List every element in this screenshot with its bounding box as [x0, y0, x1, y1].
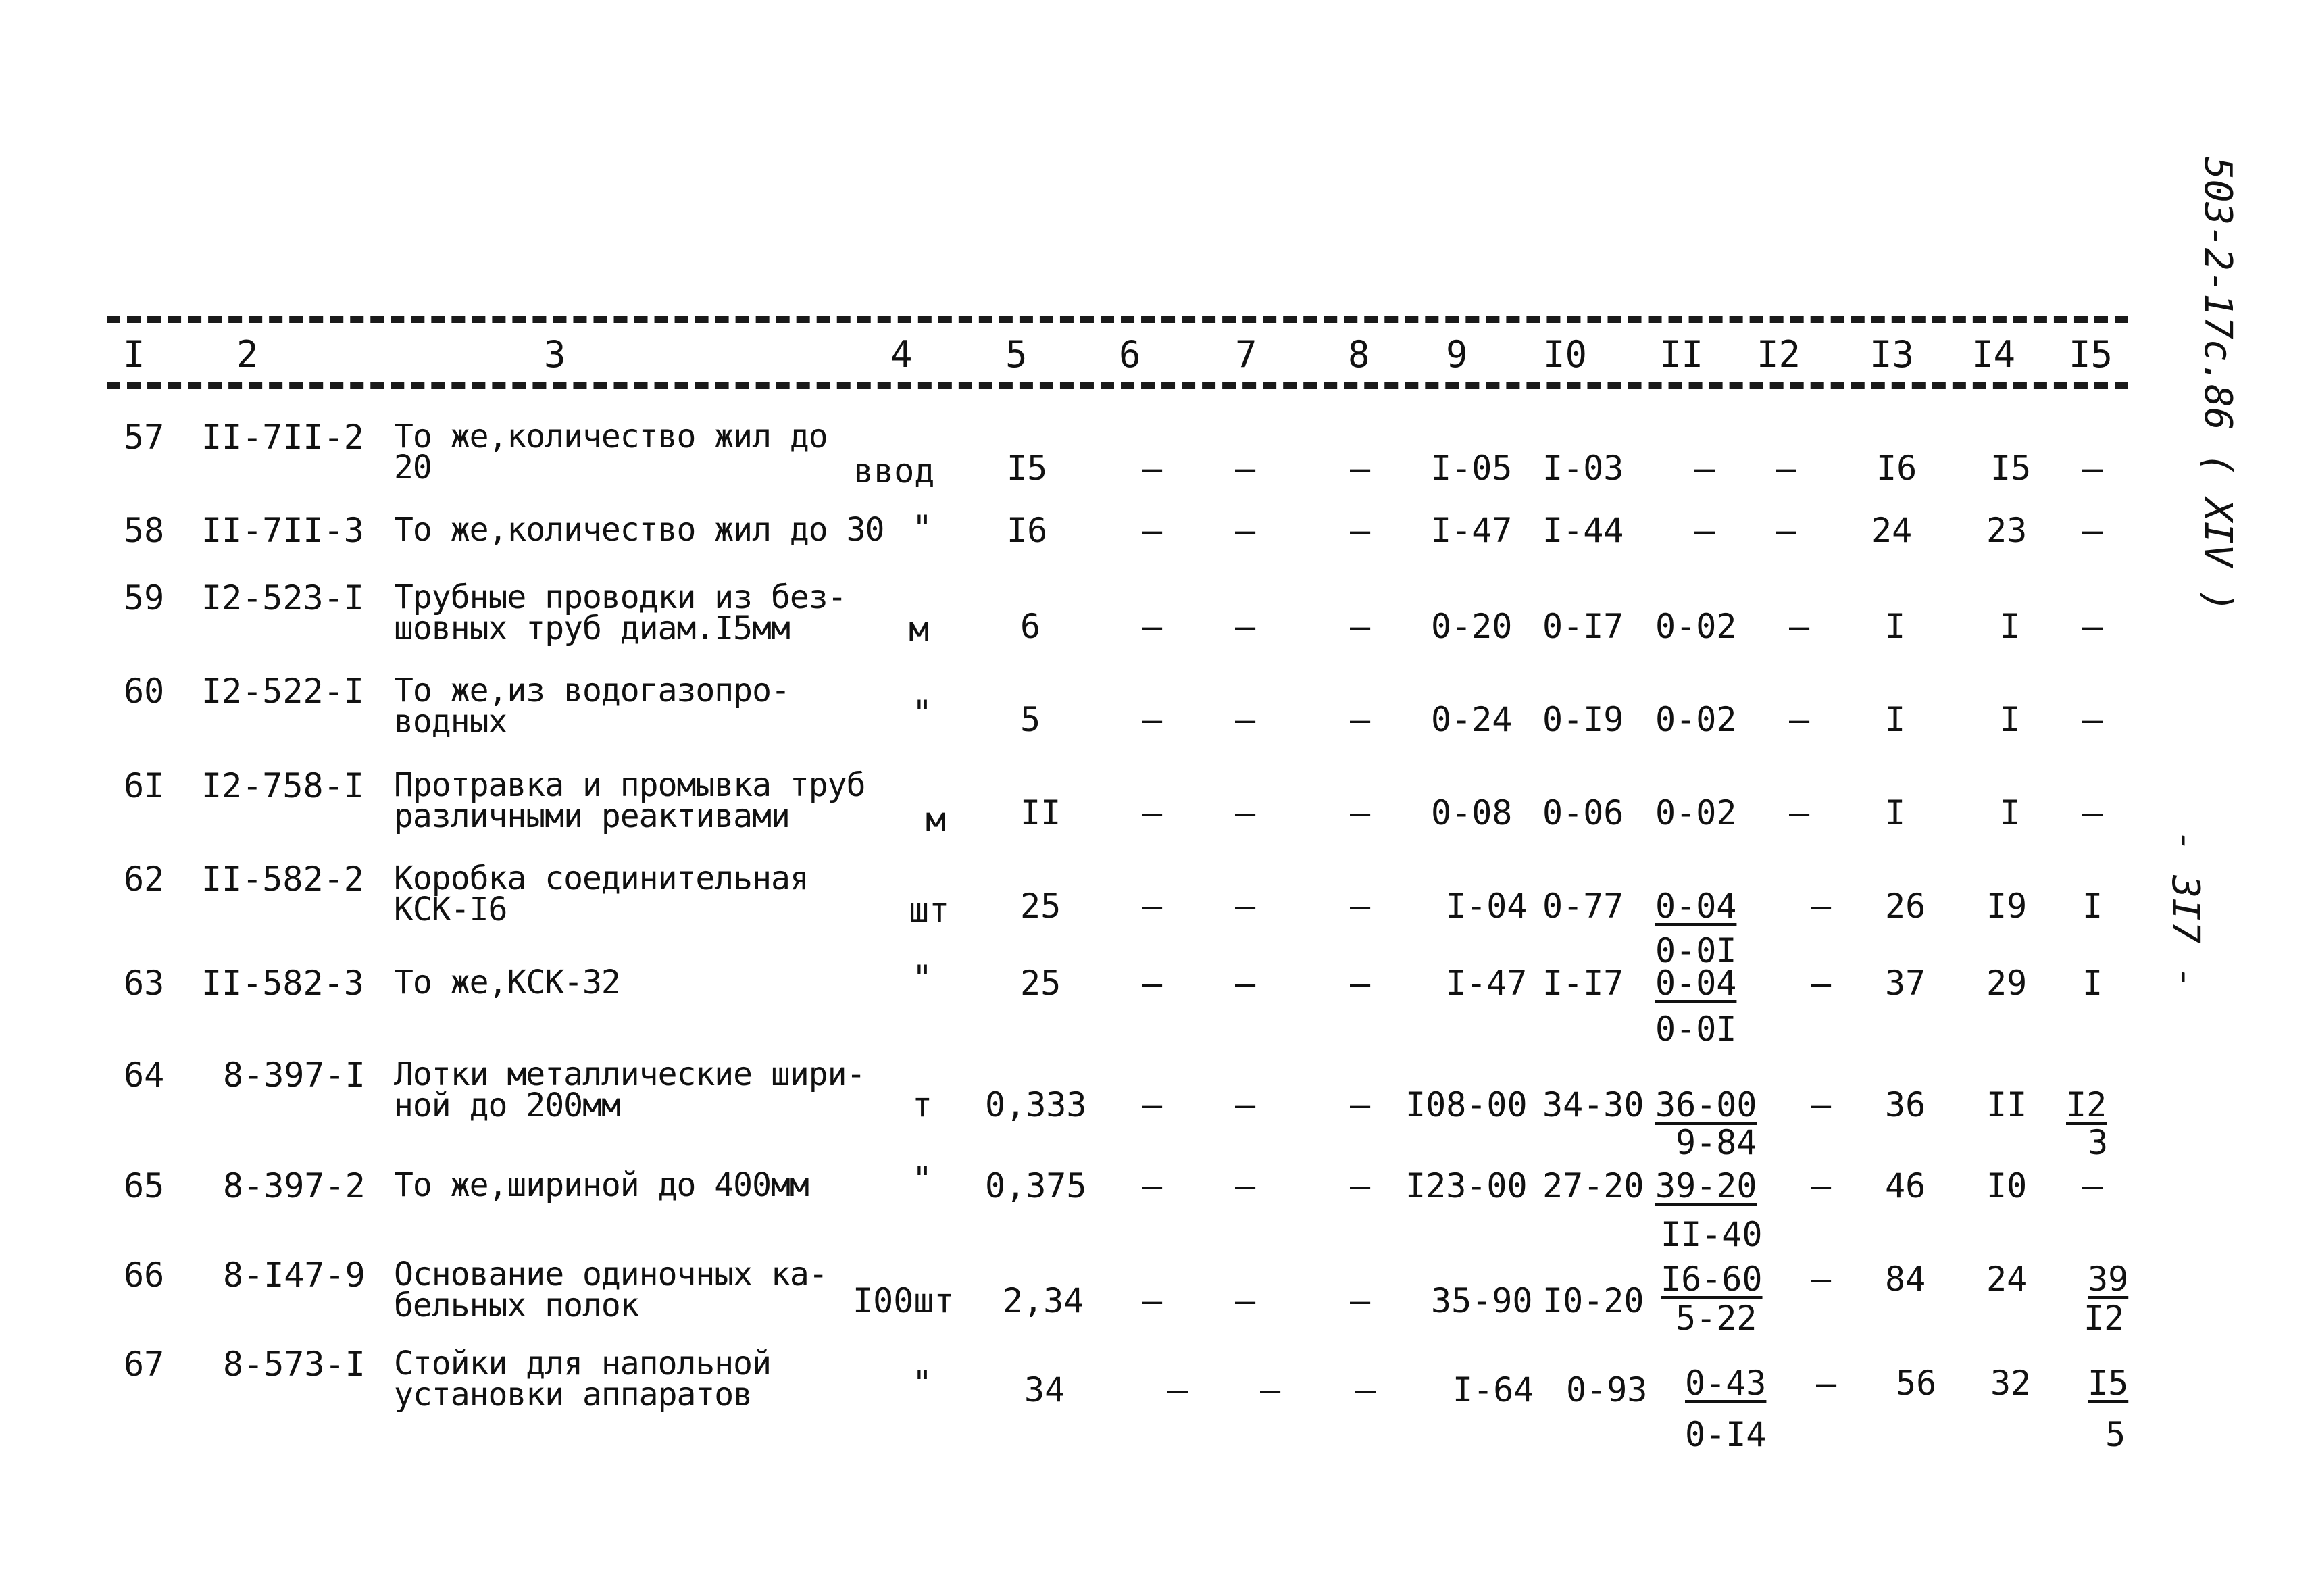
column-header: 6 — [1119, 333, 1141, 376]
unit: " — [912, 693, 933, 732]
row-number: 57 — [124, 418, 165, 457]
norm-code: I2-758-I — [201, 766, 364, 805]
col11-numerator: 0-04 — [1655, 964, 1737, 1003]
col9: I-64 — [1453, 1370, 1534, 1410]
description-line-2: бельных полок — [394, 1287, 639, 1324]
col6: – — [1142, 1281, 1163, 1320]
description-line-2: 20 — [394, 449, 432, 487]
col9: I23-00 — [1405, 1166, 1528, 1205]
quantity: 5 — [1020, 700, 1041, 739]
col14: I — [2000, 607, 2021, 646]
col11: – — [1694, 449, 1715, 488]
column-header: 5 — [1005, 333, 1028, 376]
col15: – — [2082, 607, 2103, 646]
col11-denominator: 0-I4 — [1685, 1415, 1767, 1454]
col13: 56 — [1896, 1364, 1937, 1403]
col9: 35-90 — [1431, 1281, 1533, 1320]
quantity: 2,34 — [1003, 1281, 1084, 1320]
column-header: I3 — [1870, 333, 1915, 376]
row-number: 60 — [124, 672, 165, 711]
col7: – — [1235, 700, 1256, 739]
row-number: 64 — [124, 1055, 165, 1095]
col15-numerator: 39 — [2088, 1260, 2129, 1299]
header-top-rule — [107, 316, 2128, 323]
col9: I-05 — [1431, 449, 1513, 488]
col14: II — [1986, 1085, 2028, 1124]
col12: – — [1811, 1260, 1832, 1299]
quantity: 0,375 — [985, 1166, 1087, 1205]
col12: – — [1789, 607, 1810, 646]
description-line-2: различными реактивами — [394, 797, 790, 835]
col12: – — [1776, 449, 1796, 488]
col10: 0-I9 — [1542, 700, 1624, 739]
norm-code: 8-573-I — [223, 1345, 366, 1384]
col13: I — [1885, 607, 1906, 646]
col11-numerator: 0-04 — [1655, 887, 1737, 926]
quantity: 25 — [1020, 887, 1061, 926]
col14: I — [2000, 700, 2021, 739]
col14: I — [2000, 793, 2021, 832]
col8: – — [1350, 1085, 1371, 1124]
description-line-1: Трубные проводки из без- — [394, 578, 847, 616]
col11-denominator: 0-0I — [1655, 931, 1737, 970]
col13: 26 — [1885, 887, 1926, 926]
description-line-1: Основание одиночных ка- — [394, 1255, 828, 1293]
col11-denominator: II-40 — [1661, 1215, 1763, 1254]
unit: м — [926, 800, 947, 839]
norm-code: II-582-2 — [201, 859, 364, 899]
quantity: 25 — [1020, 964, 1061, 1003]
description-line-1: Коробка соединительная — [394, 859, 809, 897]
col10: 0-I7 — [1542, 607, 1624, 646]
col15-denominator: 5 — [2105, 1415, 2126, 1454]
col15: – — [2082, 1166, 2103, 1205]
column-header: I — [123, 333, 145, 376]
col11-numerator: 0-43 — [1685, 1364, 1767, 1403]
col14: 29 — [1986, 964, 2028, 1003]
col15: – — [2082, 511, 2103, 550]
col9: 0-24 — [1431, 700, 1513, 739]
col10: I-44 — [1542, 511, 1624, 550]
unit: м — [909, 609, 930, 649]
column-header: I0 — [1543, 333, 1588, 376]
col14: I0 — [1986, 1166, 2028, 1205]
column-header: I2 — [1757, 333, 1801, 376]
column-header: 8 — [1348, 333, 1370, 376]
col14: 23 — [1986, 511, 2028, 550]
unit: ввод — [853, 451, 935, 491]
col6: – — [1142, 607, 1163, 646]
col13: 46 — [1885, 1166, 1926, 1205]
row-number: 63 — [124, 964, 165, 1003]
col14: 32 — [1990, 1364, 2032, 1403]
col13: 24 — [1871, 511, 1913, 550]
col13: I6 — [1876, 449, 1917, 488]
col6: – — [1142, 1166, 1163, 1205]
col10: I-03 — [1542, 449, 1624, 488]
header-bottom-rule — [107, 382, 2128, 389]
row-number: 67 — [124, 1345, 165, 1384]
row-number: 62 — [124, 859, 165, 899]
norm-code: II-582-3 — [201, 964, 364, 1003]
col7: – — [1235, 607, 1256, 646]
description-line-2: КСК-I6 — [394, 891, 507, 928]
row-number: 66 — [124, 1255, 165, 1295]
description-line-1: То же,из водогазопро- — [394, 672, 790, 709]
col15: I — [2082, 887, 2103, 926]
quantity: I5 — [1007, 449, 1048, 488]
norm-code: I2-522-I — [201, 672, 364, 711]
col7: – — [1235, 1166, 1256, 1205]
norm-code: 8-397-2 — [223, 1166, 366, 1205]
col11-numerator: 36-00 — [1655, 1085, 1757, 1124]
col12: – — [1811, 964, 1832, 1003]
col8: – — [1350, 449, 1371, 488]
row-number: 6I — [124, 766, 165, 805]
col15-numerator: I5 — [2088, 1364, 2129, 1403]
col6: – — [1142, 700, 1163, 739]
norm-code: 8-397-I — [223, 1055, 366, 1095]
col10: 0-06 — [1542, 793, 1624, 832]
row-number: 58 — [124, 511, 165, 550]
col8: – — [1355, 1370, 1376, 1410]
col15-denominator: 3 — [2088, 1123, 2109, 1162]
quantity: 0,333 — [985, 1085, 1087, 1124]
col14: I9 — [1986, 887, 2028, 926]
norm-code: II-7II-3 — [201, 511, 364, 550]
description-line-1: То же,КСК-32 — [394, 964, 620, 1001]
column-header: II — [1659, 333, 1704, 376]
description-line-2: установки аппаратов — [394, 1376, 753, 1414]
page-number-label: - 3I7 - — [2163, 830, 2207, 990]
norm-code: 8-I47-9 — [223, 1255, 366, 1295]
col8: – — [1350, 793, 1371, 832]
description-line-2: шовных труб диам.I5мм — [394, 609, 790, 647]
column-header: 3 — [544, 333, 566, 376]
description-line-2: водных — [394, 703, 507, 741]
col12: – — [1816, 1364, 1837, 1403]
column-header: 2 — [236, 333, 259, 376]
col15-denominator: I2 — [2084, 1299, 2125, 1338]
quantity: II — [1020, 793, 1061, 832]
col10: 34-30 — [1542, 1085, 1644, 1124]
column-header: 9 — [1446, 333, 1468, 376]
col9: I-47 — [1431, 511, 1513, 550]
col15: – — [2082, 449, 2103, 488]
col15-numerator: I2 — [2066, 1085, 2107, 1124]
col12: – — [1789, 793, 1810, 832]
col13: 84 — [1885, 1260, 1926, 1299]
col13: I — [1885, 793, 1906, 832]
col14: I5 — [1990, 449, 2032, 488]
col8: – — [1350, 607, 1371, 646]
col7: – — [1235, 1085, 1256, 1124]
unit: " — [912, 1364, 933, 1403]
description-line-1: То же,количество жил до 30 — [394, 511, 884, 549]
quantity: 34 — [1024, 1370, 1065, 1410]
col11-numerator: 39-20 — [1655, 1166, 1757, 1205]
col12: – — [1776, 511, 1796, 550]
col13: 36 — [1885, 1085, 1926, 1124]
col6: – — [1167, 1370, 1188, 1410]
col9: I08-00 — [1405, 1085, 1528, 1124]
col11-denominator: 0-0I — [1655, 1009, 1737, 1049]
col6: – — [1142, 793, 1163, 832]
row-number: 65 — [124, 1166, 165, 1205]
col9: I-04 — [1446, 887, 1528, 926]
column-header: I4 — [1971, 333, 2016, 376]
col10: I0-20 — [1542, 1281, 1644, 1320]
description-line-1: То же,шириной до 400мм — [394, 1166, 809, 1204]
col15: – — [2082, 793, 2103, 832]
col9: 0-08 — [1431, 793, 1513, 832]
column-header: I5 — [2069, 333, 2113, 376]
col7: – — [1235, 1281, 1256, 1320]
column-header: 4 — [890, 333, 913, 376]
col7: – — [1235, 449, 1256, 488]
col12: – — [1789, 700, 1810, 739]
col7: – — [1235, 511, 1256, 550]
col8: – — [1350, 1281, 1371, 1320]
col11: – — [1694, 511, 1715, 550]
col8: – — [1350, 1166, 1371, 1205]
col6: – — [1142, 449, 1163, 488]
col8: – — [1350, 511, 1371, 550]
unit: " — [912, 508, 933, 547]
col11-denominator: 5-22 — [1676, 1299, 1757, 1338]
col12: – — [1811, 887, 1832, 926]
col7: – — [1235, 964, 1256, 1003]
col10: 0-77 — [1542, 887, 1624, 926]
unit: " — [912, 958, 933, 997]
description-line-1: Протравка и промывка труб — [394, 766, 865, 804]
quantity: 6 — [1020, 607, 1041, 646]
unit: т — [912, 1085, 933, 1124]
description-line-1: То же,количество жил до — [394, 418, 828, 455]
description-line-2: ной до 200мм — [394, 1087, 620, 1124]
col6: – — [1142, 511, 1163, 550]
col6: – — [1142, 1085, 1163, 1124]
col11: 0-02 — [1655, 793, 1737, 832]
document-code-label: 503-2-17c.86 ( XIV ) — [2196, 157, 2240, 613]
norm-code: II-7II-2 — [201, 418, 364, 457]
col7: – — [1235, 793, 1256, 832]
col8: – — [1350, 887, 1371, 926]
col12: – — [1811, 1085, 1832, 1124]
col11-denominator: 9-84 — [1676, 1123, 1757, 1162]
col10: I-I7 — [1542, 964, 1624, 1003]
col6: – — [1142, 887, 1163, 926]
col11: 0-02 — [1655, 700, 1737, 739]
description-line-1: Стойки для напольной — [394, 1345, 771, 1382]
col11-numerator: I6-60 — [1661, 1260, 1763, 1299]
col8: – — [1350, 700, 1371, 739]
col10: 0-93 — [1566, 1370, 1648, 1410]
col9: 0-20 — [1431, 607, 1513, 646]
col14: 24 — [1986, 1260, 2028, 1299]
col7: – — [1260, 1370, 1281, 1410]
col13: 37 — [1885, 964, 1926, 1003]
col15: – — [2082, 700, 2103, 739]
row-number: 59 — [124, 578, 165, 618]
unit: шт — [909, 891, 950, 930]
col13: I — [1885, 700, 1906, 739]
quantity: I6 — [1007, 511, 1048, 550]
col11: 0-02 — [1655, 607, 1737, 646]
col10: 27-20 — [1542, 1166, 1644, 1205]
col15: I — [2082, 964, 2103, 1003]
col12: – — [1811, 1166, 1832, 1205]
column-header: 7 — [1235, 333, 1257, 376]
unit: I00шт — [853, 1281, 955, 1320]
col9: I-47 — [1446, 964, 1528, 1003]
norm-code: I2-523-I — [201, 578, 364, 618]
col8: – — [1350, 964, 1371, 1003]
col6: – — [1142, 964, 1163, 1003]
col7: – — [1235, 887, 1256, 926]
unit: " — [912, 1159, 933, 1199]
description-line-1: Лотки металлические шири- — [394, 1055, 865, 1093]
